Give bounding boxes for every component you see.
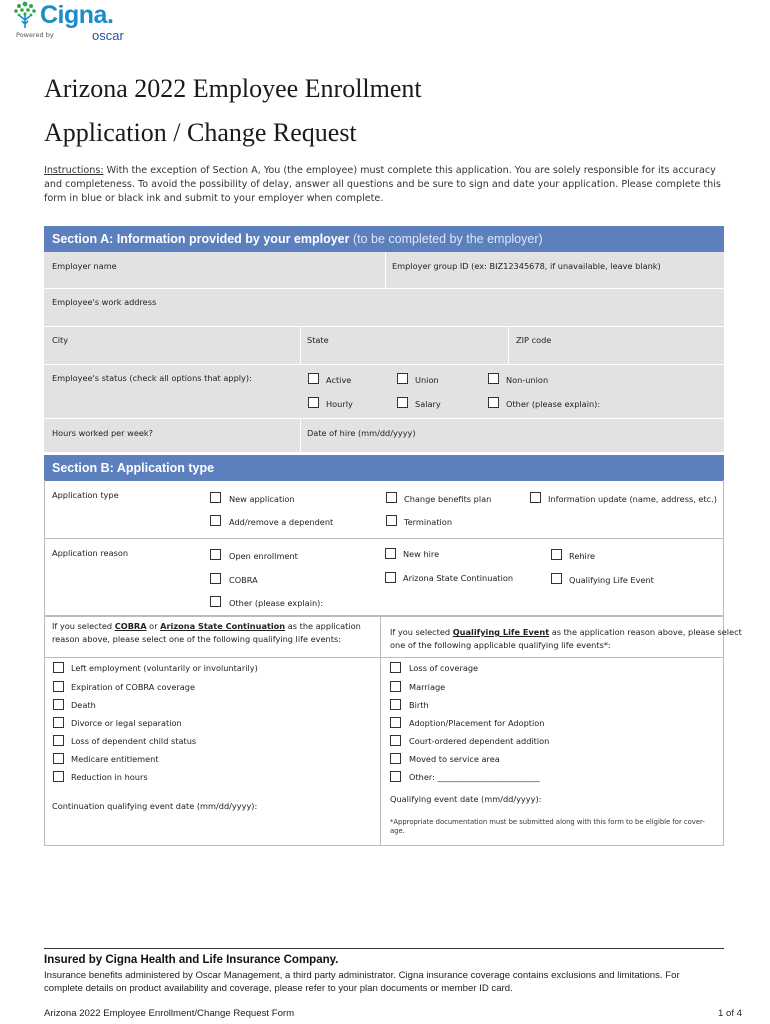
event-court-ordered: Court-ordered dependent addition xyxy=(409,736,550,746)
documentation-note-line1: *Appropriate documentation must be submitted along with this form to be eligible for cover- xyxy=(390,818,705,826)
checkbox-icon[interactable] xyxy=(210,573,221,584)
section-b-header xyxy=(44,455,724,481)
reason-arizona-state-continuation: Arizona State Continuation xyxy=(403,573,514,583)
event-loss-dependent-status: Loss of dependent child status xyxy=(71,736,197,746)
section-b-title: Section B: Application type xyxy=(52,461,215,475)
reason-open-enrollment: Open enrollment xyxy=(229,551,298,561)
cobra-intro-line1: If you selected COBRA or Arizona State Continuation as the application xyxy=(52,621,361,631)
type-information-update: Information update (name, address, etc.) xyxy=(548,494,717,504)
oscar-wordmark: oscar xyxy=(92,28,124,43)
checkbox-icon[interactable] xyxy=(53,681,64,692)
status-active: Active xyxy=(326,375,352,385)
status-other: Other (please explain): xyxy=(506,399,601,409)
checkbox-icon[interactable] xyxy=(390,753,401,764)
checkbox-icon[interactable] xyxy=(397,397,408,408)
cigna-logo xyxy=(0,0,140,44)
checkbox-icon[interactable] xyxy=(390,662,401,673)
event-marriage: Marriage xyxy=(409,682,446,692)
checkbox-icon[interactable] xyxy=(53,771,64,782)
section-a-subtitle: (to be completed by the employer) xyxy=(349,232,543,246)
checkbox-icon[interactable] xyxy=(53,717,64,728)
continuation-date-field[interactable]: Continuation qualifying event date (mm/dd/yyyy): xyxy=(52,801,258,811)
status-union: Union xyxy=(415,375,439,385)
status-label: Employee's status (check all options that apply): xyxy=(52,373,252,383)
qualifying-event-date-field[interactable]: Qualifying event date (mm/dd/yyyy): xyxy=(390,794,542,804)
type-new-application: New application xyxy=(229,494,295,504)
work-address-field[interactable]: Employee's work address xyxy=(52,297,157,307)
powered-by-text: Powered by xyxy=(16,31,54,39)
status-non-union: Non-union xyxy=(506,375,549,385)
page-title-line1: Arizona 2022 Employee Enrollment xyxy=(44,74,422,103)
date-of-hire-field[interactable]: Date of hire (mm/dd/yyyy) xyxy=(307,428,416,438)
reason-new-hire: New hire xyxy=(403,549,440,559)
checkbox-icon[interactable] xyxy=(390,771,401,782)
footer-form-name: Arizona 2022 Employee Enrollment/Change Request Form xyxy=(44,1008,295,1019)
event-death: Death xyxy=(71,700,96,710)
reason-qualifying-life-event: Qualifying Life Event xyxy=(569,575,654,585)
event-medicare: Medicare entitlement xyxy=(71,754,159,764)
checkbox-icon[interactable] xyxy=(551,573,562,584)
checkbox-icon[interactable] xyxy=(308,397,319,408)
hours-field[interactable]: Hours worked per week? xyxy=(52,428,154,438)
checkbox-icon[interactable] xyxy=(390,717,401,728)
application-type-label: Application type xyxy=(52,490,119,500)
employer-group-id-field[interactable]: Employer group ID (ex: BIZ12345678, if unavailable, leave blank) xyxy=(392,261,661,271)
cobra-intro-line2: reason above, please select one of the following qualifying life events: xyxy=(52,634,341,644)
checkbox-icon[interactable] xyxy=(530,492,541,503)
state-field[interactable]: State xyxy=(307,335,329,345)
event-birth: Birth xyxy=(409,700,429,710)
event-divorce: Divorce or legal separation xyxy=(71,718,182,728)
qle-intro-line1: If you selected Qualifying Life Event as the application reason above, please select xyxy=(390,627,742,637)
section-a-header xyxy=(44,226,724,252)
checkbox-icon[interactable] xyxy=(53,735,64,746)
section-a-title: Section A: Information provided by your employer xyxy=(52,232,350,246)
checkbox-icon[interactable] xyxy=(390,681,401,692)
documentation-note-line2: age. xyxy=(390,827,405,835)
reason-cobra: COBRA xyxy=(229,575,258,585)
checkbox-icon[interactable] xyxy=(53,753,64,764)
status-salary: Salary xyxy=(415,399,441,409)
section-a-fields xyxy=(44,252,724,452)
checkbox-icon[interactable] xyxy=(210,515,221,526)
event-cobra-expiration: Expiration of COBRA coverage xyxy=(71,682,196,692)
checkbox-icon[interactable] xyxy=(390,699,401,710)
instructions-text: With the exception of Section A, You (the employee) must complete this application. You are solely responsible for its accuracy and completeness. To avoid the possibility of delay, answer all questions and be sure to sign and date your application. Please complete this form in blue or black ink and submit to your employer when complete. xyxy=(44,165,721,204)
qualifying-events-panel xyxy=(44,616,724,846)
checkbox-icon[interactable] xyxy=(210,596,221,607)
checkbox-icon[interactable] xyxy=(210,549,221,560)
event-other[interactable]: Other: _________________________ xyxy=(409,772,540,782)
zip-field[interactable]: ZIP code xyxy=(516,335,552,345)
checkbox-icon[interactable] xyxy=(53,662,64,673)
checkbox-icon[interactable] xyxy=(385,548,396,559)
reason-other: Other (please explain): xyxy=(229,598,324,608)
checkbox-icon[interactable] xyxy=(386,492,397,503)
checkbox-icon[interactable] xyxy=(210,492,221,503)
instructions xyxy=(44,164,732,206)
logo-wordmark: Cigna. xyxy=(40,1,114,29)
checkbox-icon[interactable] xyxy=(53,699,64,710)
checkbox-icon[interactable] xyxy=(385,572,396,583)
checkbox-icon[interactable] xyxy=(488,397,499,408)
application-reason-label: Application reason xyxy=(52,548,129,558)
qle-intro-line2: one of the following applicable qualifying life events*: xyxy=(390,640,611,650)
checkbox-icon[interactable] xyxy=(308,373,319,384)
event-adoption: Adoption/Placement for Adoption xyxy=(409,718,545,728)
event-moved: Moved to service area xyxy=(409,754,500,764)
page-title-line2: Application / Change Request xyxy=(44,118,357,147)
instructions-lead: Instructions: xyxy=(44,165,104,176)
page-number: 1 of 4 xyxy=(717,1008,742,1019)
reason-rehire: Rehire xyxy=(569,551,596,561)
status-hourly: Hourly xyxy=(326,399,353,409)
footer-disclaimer: Insurance benefits administered by Oscar Management, a third party administrator. Cigna insurance coverage contains exclusions and limitations. For complete details on product availability and coverage, please refer to your plan documents or member ID card. xyxy=(44,970,680,994)
type-add-remove-dependent: Add/remove a dependent xyxy=(229,517,334,527)
type-change-benefits: Change benefits plan xyxy=(404,494,492,504)
footer-divider xyxy=(44,948,724,949)
checkbox-icon[interactable] xyxy=(488,373,499,384)
type-termination: Termination xyxy=(404,517,453,527)
event-left-employment: Left employment (voluntarily or involuntarily) xyxy=(71,663,258,673)
tree-icon xyxy=(12,0,38,30)
event-reduction-hours: Reduction in hours xyxy=(71,772,148,782)
footer-insured-by: Insured by Cigna Health and Life Insurance Company. xyxy=(44,954,339,966)
checkbox-icon[interactable] xyxy=(390,735,401,746)
checkbox-icon[interactable] xyxy=(397,373,408,384)
checkbox-icon[interactable] xyxy=(386,515,397,526)
event-loss-coverage: Loss of coverage xyxy=(409,663,479,673)
checkbox-icon[interactable] xyxy=(551,549,562,560)
employer-name-field[interactable]: Employer name xyxy=(52,261,117,271)
city-field[interactable]: City xyxy=(52,335,69,345)
